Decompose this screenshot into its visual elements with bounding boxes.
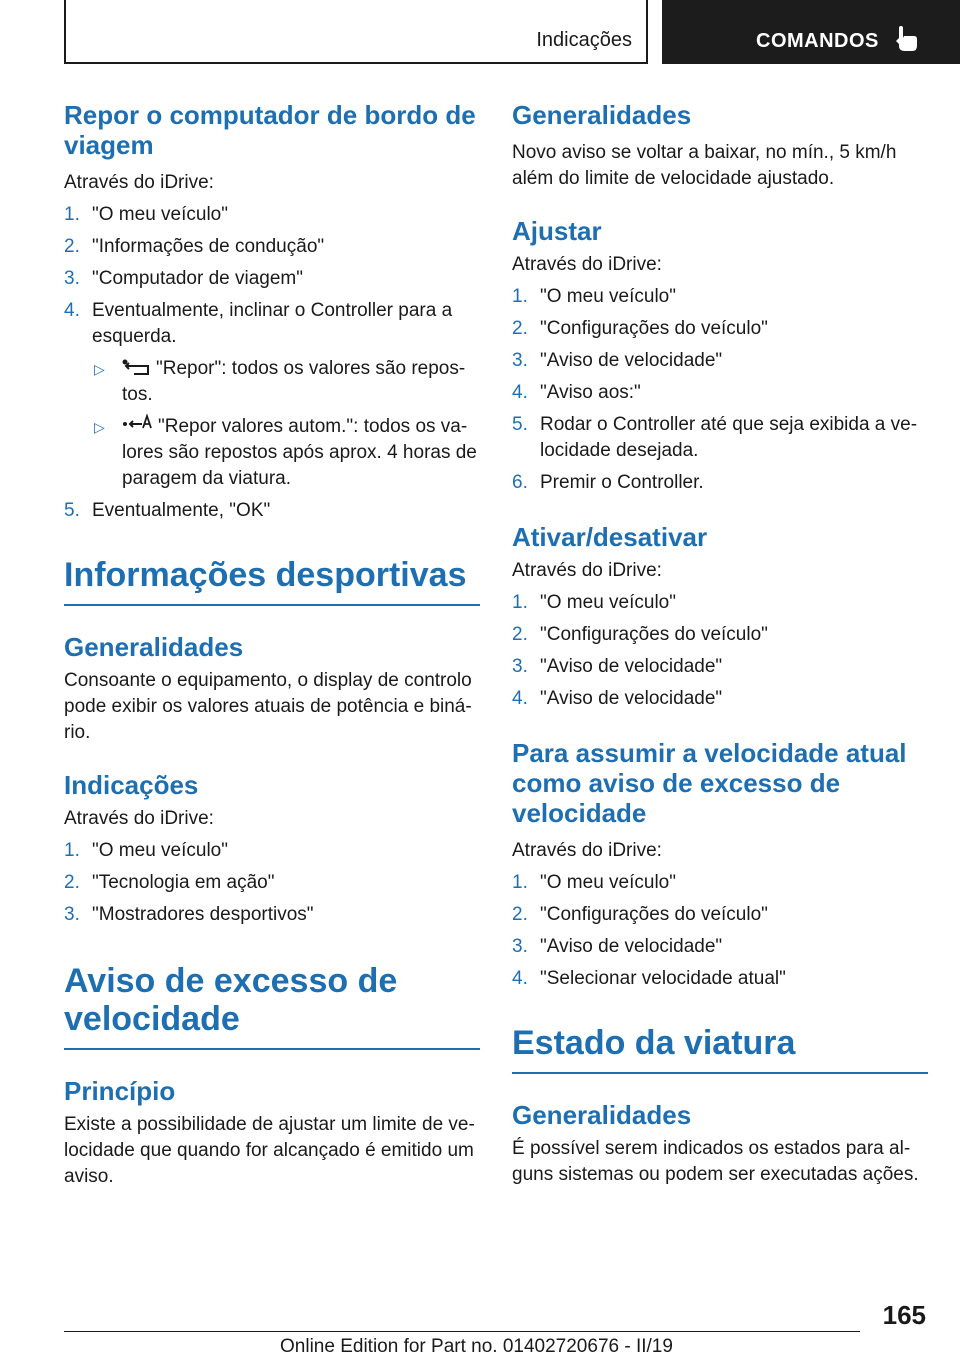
list-item [512,686,928,712]
body-text: Consoante o equipamento, o display de controlo pode exibir os valores atuais de potência e binário. [64,670,472,743]
step-number: 2. [512,624,528,645]
step-number: 4. [512,688,528,709]
sub-text: "Repor": todos os valores são repostos. [122,358,466,405]
step-text: Eventualmente, inclinar o Controller para a esquerda. [92,300,453,347]
intro-text: Através do iDrive: [512,840,662,861]
step-text: "Selecionar velocidade atual" [540,968,786,989]
steps-list [64,838,480,928]
step-text: "Aviso de velocidade" [540,350,723,371]
body-text: Novo aviso se voltar a baixar, no mín., 5 km/h além do limite de velocidade ajustado. [512,142,897,189]
list-item [64,498,480,524]
intro-text: Através do iDrive: [512,254,662,275]
list-item [64,202,480,228]
intro-text: Através do iDrive: [64,172,214,193]
step-text: "Configurações do veículo" [540,904,768,925]
step-text: "Informações de condução" [92,236,325,257]
list-item [512,870,928,896]
steps-list [512,284,928,496]
step-number: 4. [512,968,528,989]
sub-list-item [64,356,480,408]
left-column [64,100,480,1190]
list-item [512,316,928,342]
step-text: "Aviso aos:" [540,382,641,403]
body-text: É possível serem indicados os estados para alguns sistemas ou podem ser executadas ações. [512,1138,919,1185]
step-text: "Tecnologia em ação" [92,872,275,893]
step-number: 4. [512,382,528,403]
list-item [64,902,480,928]
step-text: "O meu veículo" [540,872,676,893]
arrow-marker: ▷ [94,361,105,377]
step-number: 2. [64,872,80,893]
step-text: "O meu veículo" [540,286,676,307]
intro-text: Através do iDrive: [64,808,214,829]
list-item [64,870,480,896]
steps-list [512,870,928,992]
list-item [512,284,928,310]
step-text: Premir o Controller. [540,472,704,493]
list-item [512,902,928,928]
step-text: "Aviso de velocidade" [540,936,723,957]
steps-list [64,202,480,524]
step-text: "Configurações do veículo" [540,318,768,339]
step-number: 1. [512,592,528,613]
step-number: 3. [64,268,80,289]
header-section-box [64,0,648,64]
list-item [512,622,928,648]
list-item [512,966,928,992]
section-title-assume-speed: Para assumir a velocidade atual como aviso de excesso de velocidade [512,738,907,828]
step-text: "O meu veículo" [92,204,228,225]
right-column [512,100,928,1188]
sub-list-item [64,414,480,492]
section-title-general: Generalidades [512,100,692,130]
chapter-title-sport: Informações desportivas [64,556,480,606]
step-text: "Mostradores desportivos" [92,904,314,925]
step-number: 5. [64,500,80,521]
arrow-marker: ▷ [94,419,105,435]
list-item [512,590,928,616]
reset-icon [122,358,150,376]
step-number: 2. [64,236,80,257]
step-number: 3. [512,936,528,957]
step-number: 1. [512,872,528,893]
section-title-general: Generalidades [64,632,244,662]
step-text: "Aviso de velocidade" [540,656,723,677]
step-number: 3. [512,656,528,677]
list-item [512,348,928,374]
step-number: 1. [64,204,80,225]
step-number: 2. [512,318,528,339]
step-text: "O meu veículo" [92,840,228,861]
page-number: 165 [882,1300,926,1330]
step-number: 1. [64,840,80,861]
step-number: 1. [512,286,528,307]
step-number: 2. [512,904,528,925]
list-item [64,234,480,260]
section-title-reset-trip: Repor o computador de bordo de viagem [64,100,476,160]
list-item [64,266,480,292]
footer-divider [64,1331,860,1332]
list-item [512,934,928,960]
section-title-activate: Ativar/desativar [512,522,708,552]
step-text: "Aviso de velocidade" [540,688,723,709]
intro-text: Através do iDrive: [512,560,662,581]
section-title-adjust: Ajustar [512,216,602,246]
step-text: "Configurações do veículo" [540,624,768,645]
header-section-title: Indicações [536,29,632,51]
step-number: 5. [512,414,528,435]
step-number: 4. [64,300,80,321]
section-title-principle: Princípio [64,1076,176,1106]
list-item [64,298,480,350]
step-text: Eventualmente, "OK" [92,500,271,521]
list-item [512,380,928,406]
chapter-title-vehicle-status: Estado da viatura [512,1024,928,1074]
step-number: 3. [512,350,528,371]
list-item [512,412,928,464]
section-title-indications: Indicações [64,770,199,800]
section-title-general: Generalidades [512,1100,692,1130]
steps-list [512,590,928,712]
auto-reset-icon [122,414,152,434]
step-text: "O meu veículo" [540,592,676,613]
step-text: Rodar o Controller até que seja exibida a velocidade desejada. [540,414,918,461]
list-item [512,470,928,496]
step-text: "Computador de viagem" [92,268,303,289]
list-item [64,838,480,864]
step-number: 6. [512,472,528,493]
step-number: 3. [64,904,80,925]
sub-text: "Repor valores autom.": todos os valores são repostos após aprox. 4 horas de paragem da viatura. [122,416,477,489]
list-item [512,654,928,680]
chapter-title-speed-warning: Aviso de excesso de velocidade [64,962,480,1050]
footer-edition: Online Edition for Part no. 01402720676 - II/19 [280,1336,673,1357]
pointing-hand-icon [896,26,918,52]
header-chapter-title: COMANDOS [756,30,879,52]
body-text: Existe a possibilidade de ajustar um limite de velocidade que quando for alcançado é emitido um aviso. [64,1114,475,1187]
header-chapter-tab [662,0,960,64]
